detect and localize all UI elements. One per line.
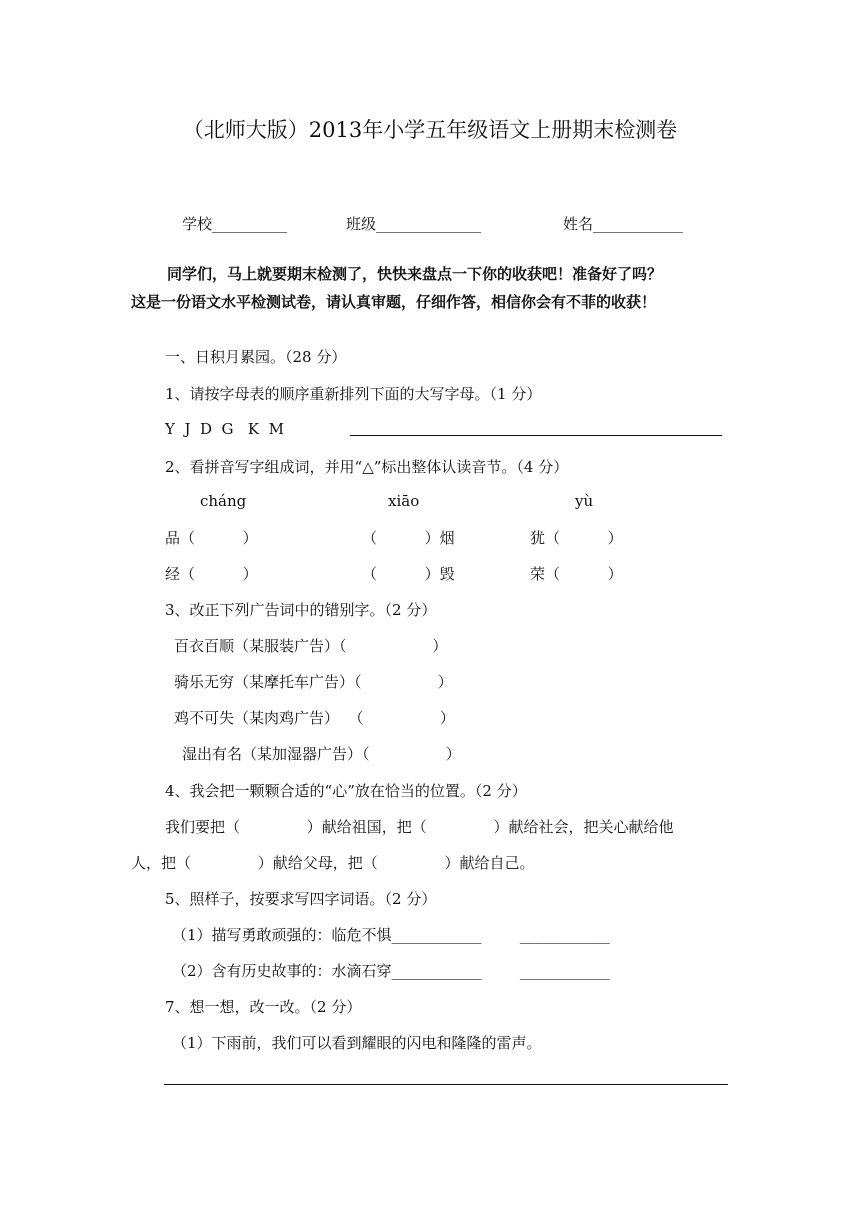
question-1-answer-line[interactable] — [350, 435, 722, 436]
question-1: 1、请按字母表的顺序重新排列下面的大写字母。（1 分） — [165, 385, 542, 403]
class-field[interactable]: 班级______________ — [346, 215, 482, 233]
q3-item-4[interactable]: 湿出有名（某加湿器广告）（ ） — [182, 745, 461, 763]
page-title: （北师大版）2013年小学五年级语文上册期末检测卷 — [182, 118, 678, 142]
pinyin-chang: cháng — [200, 492, 247, 510]
question-4: 4、我会把一颗颗合适的“心”放在恰当的位置。（2 分） — [165, 782, 527, 800]
q5-item-2[interactable]: （2）含有历史故事的：水滴石穿____________ ____________ — [172, 962, 610, 980]
q2-row2-item3[interactable]: 荣（ ） — [530, 565, 623, 583]
intro-line-1: 同学们，马上就要期末检测了，快快来盘点一下你的收获吧！准备好了吗？ — [167, 265, 663, 283]
q4-line-2[interactable]: 人，把（ ）献给父母，把（ ）献给自己。 — [131, 854, 535, 872]
q2-row2-item2[interactable]: （ ）毁 — [362, 565, 455, 583]
pinyin-yu: yù — [575, 492, 594, 510]
q2-row1-item2[interactable]: （ ）烟 — [362, 529, 455, 547]
question-1-letters: Y J D G K M — [165, 420, 284, 438]
q3-item-2[interactable]: 骑乐无穷（某摩托车广告）（ ） — [174, 673, 453, 691]
name-field[interactable]: 姓名____________ — [563, 215, 684, 233]
question-5: 5、照样子，按要求写四字词语。（2 分） — [165, 890, 437, 908]
question-7: 7、想一想，改一改。（2 分） — [165, 998, 362, 1016]
question-3: 3、改正下列广告词中的错别字。（2 分） — [165, 601, 437, 619]
section-1-heading: 一、日积月累园。（28 分） — [165, 348, 347, 366]
q7-answer-line[interactable] — [164, 1084, 728, 1085]
q2-row1-item3[interactable]: 犹（ ） — [530, 529, 623, 547]
q5-item-1[interactable]: （1）描写勇敢顽强的：临危不惧____________ ____________ — [172, 926, 610, 944]
q4-line-1[interactable]: 我们要把（ ）献给祖国，把（ ）献给社会，把关心献给他 — [165, 818, 674, 836]
q2-row2-item1[interactable]: 经（ ） — [165, 565, 258, 583]
intro-line-2: 这是一份语文水平检测试卷，请认真审题，仔细作答，相信你会有不菲的收获！ — [131, 293, 657, 311]
question-2: 2、看拼音写字组成词，并用“△”标出整体认读音节。（4 分） — [165, 458, 569, 476]
q3-item-1[interactable]: 百衣百顺（某服装广告）（ ） — [174, 637, 448, 655]
pinyin-xiao: xiāo — [388, 492, 420, 510]
school-field[interactable]: 学校__________ — [182, 215, 288, 233]
q2-row1-item1[interactable]: 品（ ） — [165, 529, 258, 547]
q7-item-1: （1）下雨前，我们可以看到耀眼的闪电和隆隆的雷声。 — [172, 1034, 542, 1052]
q3-item-3[interactable]: 鸡不可失（某肉鸡广告） （ ） — [174, 709, 455, 727]
